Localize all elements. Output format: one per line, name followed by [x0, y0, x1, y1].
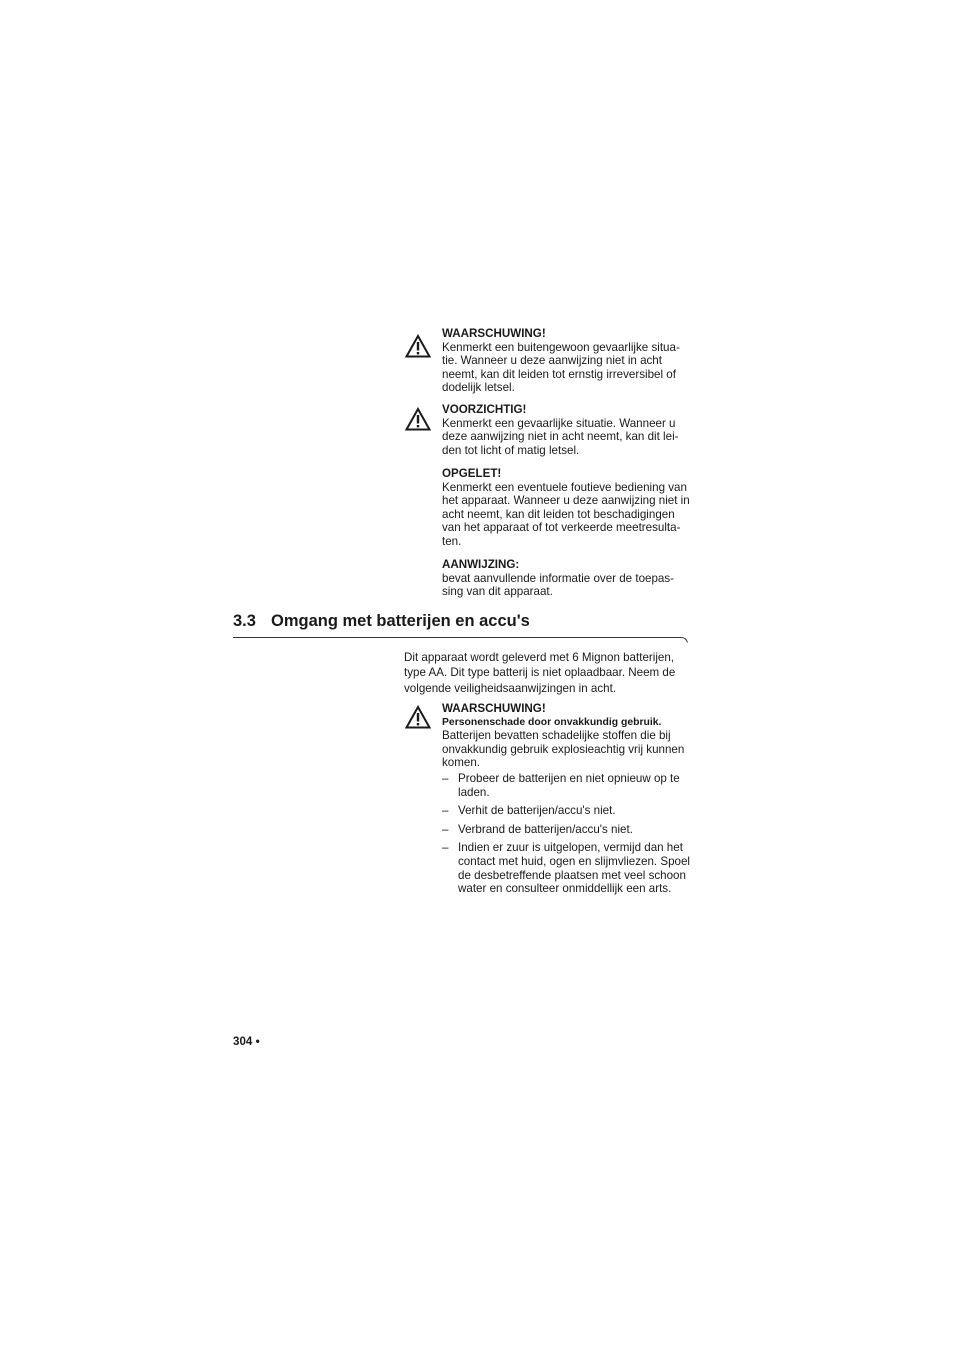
caution-text-line: Kenmerkt een gevaarlijke situatie. Wanneer u — [442, 416, 676, 430]
caution-triangle-icon — [405, 407, 431, 431]
warning-text-line: tie. Wanneer u deze aanwijzing niet in acht — [442, 354, 662, 368]
intro-line: Dit apparaat wordt geleverd met 6 Mignon batterijen, — [404, 651, 675, 664]
notice-text-line: van het apparaat of tot verkeerde meetresulta- — [442, 521, 681, 535]
intro-line: volgende veiligheidsaanwijzingen in acht. — [404, 681, 617, 695]
warning-text-line: dodelijk letsel. — [442, 381, 515, 395]
notice-text-line: ten. — [442, 534, 462, 548]
list-item — [442, 772, 692, 799]
warning-title: WAARSCHUWING! — [442, 327, 546, 340]
warning-block — [442, 327, 692, 395]
notice-title: OPGELET! — [442, 467, 502, 480]
list-item — [442, 841, 692, 895]
warning-text-line: Kenmerkt een buitengewoon gevaarlijke situa- — [442, 340, 680, 354]
list-item-line: Probeer de batterijen en niet opnieuw op te — [458, 772, 680, 785]
section-title: Omgang met batterijen en accu's — [271, 612, 530, 630]
list-item-line: Verbrand de batterijen/accu's niet. — [458, 822, 633, 836]
notice-text-line: het apparaat. Wanneer u deze aanwijzing niet in — [442, 494, 690, 508]
list-item-line: de desbetreffende plaatsen met veel schoon — [458, 868, 686, 882]
caution-title: VOORZICHTIG! — [442, 403, 527, 416]
list-item-line: water en consulteer onmiddellijk een arts. — [458, 882, 672, 896]
caution-block — [442, 403, 692, 457]
hint-title: AANWIJZING: — [442, 558, 520, 571]
section-number: 3.3 — [233, 612, 256, 630]
caution-text-line: den tot licht of matig letsel. — [442, 443, 580, 457]
battery-warning-line: komen. — [442, 756, 481, 770]
hint-text-line: bevat aanvullende informatie over de toepas- — [442, 571, 675, 585]
caution-text-line: deze aanwijzing niet in acht neemt, kan dit lei- — [442, 430, 679, 444]
section-heading — [233, 612, 530, 631]
hint-text-line: sing van dit apparaat. — [442, 585, 553, 599]
battery-warning-title: WAARSCHUWING! — [442, 702, 546, 715]
battery-safety-list — [442, 772, 692, 896]
notice-block — [442, 467, 692, 549]
battery-warning-line: Batterijen bevatten schadelijke stoffen die bij — [442, 729, 671, 743]
bullet-dash: – — [442, 841, 449, 855]
page-number: 304 • — [233, 1035, 260, 1048]
notice-text-line: acht neemt, kan dit leiden tot beschadigingen — [442, 507, 675, 521]
list-item-line: Indien er zuur is uitgelopen, vermijd dan het — [458, 841, 683, 855]
battery-warning-subtitle: Personenschade door onvakkundig gebruik. — [442, 716, 662, 728]
section-rule — [233, 630, 689, 644]
hint-block — [442, 558, 692, 599]
list-item-line: contact met huid, ogen en slijmvliezen. Spoel — [458, 854, 691, 868]
bullet-dash: – — [442, 772, 449, 785]
intro-paragraph — [404, 650, 675, 696]
list-item-line: laden. — [458, 785, 490, 799]
warning-text-line: neemt, kan dit leiden tot ernstig irreversibel of — [442, 367, 676, 381]
list-item — [442, 823, 692, 837]
bullet-dash: – — [442, 804, 449, 818]
notice-text-line: Kenmerkt een eventuele foutieve bediening van — [442, 480, 687, 494]
intro-line: type AA. Dit type batterij is niet oplaadbaar. Neem de — [404, 666, 676, 680]
bullet-dash: – — [442, 822, 449, 836]
battery-warning-line: onvakkundig gebruik explosieachtig vrij kunnen — [442, 742, 685, 756]
list-item-line: Verhit de batterijen/accu's niet. — [458, 804, 616, 818]
list-item — [442, 804, 692, 818]
battery-warning-triangle-icon — [405, 705, 431, 729]
battery-warning-block — [442, 702, 692, 770]
warning-triangle-icon — [405, 334, 431, 358]
